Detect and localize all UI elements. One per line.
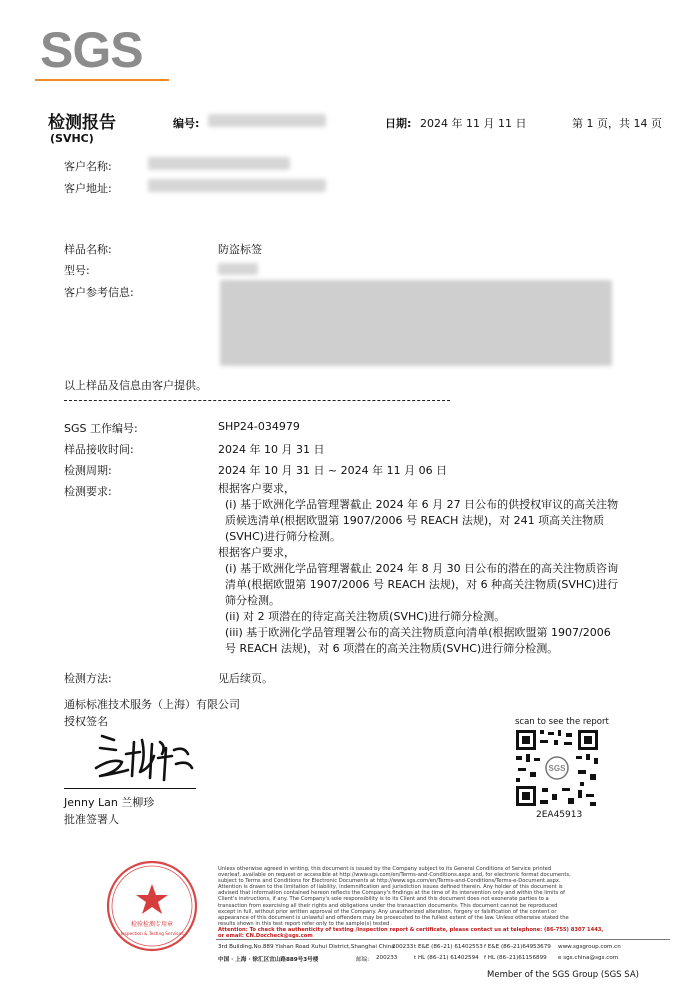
stamp-center-text: 检验检测专用章 <box>130 921 174 928</box>
sample-provided-note: 以上样品及信息由客户提供。 <box>64 379 207 392</box>
address-en-fax: f E&E (86–21)64953679 <box>484 944 551 950</box>
client-address-label: 客户地址: <box>64 182 112 195</box>
disclaimer-line: advised that information contained hereon reflects the Company's findings at the time of its intervention only and within the limits of <box>218 890 565 897</box>
model-label: 型号: <box>64 264 90 277</box>
job-number-label: SGS 工作编号: <box>64 422 138 435</box>
requirement-line: 根据客户要求， <box>218 482 295 495</box>
address-web[interactable]: www.sgsgroup.com.cn <box>558 944 621 950</box>
logo-rule <box>35 79 169 81</box>
address-cn-tel: t HL (86–21) 61402594 <box>414 955 479 961</box>
test-period-label: 检测周期: <box>64 464 112 477</box>
disclaimer-line: except in full, without prior written approval of the Company. Any unauthorized alteration, forgery or falsification of the content or <box>218 908 557 915</box>
test-method-label: 检测方法: <box>64 672 112 685</box>
requirement-line: 号 REACH 法规)，对 6 项潜在的高关注物质(SVHC)进行筛分检测。 <box>218 642 559 655</box>
report-subtitle: (SVHC) <box>50 132 94 145</box>
authorized-signature-label: 授权签名 <box>64 715 108 728</box>
qr-code-number: 2EA45913 <box>536 810 583 820</box>
report-number-redacted <box>208 114 326 127</box>
company-name: 通标标准技术服务（上海）有限公司 <box>64 698 240 711</box>
requirement-line: (i) 基于欧洲化学品管理署截止 2024 年 8 月 30 日公布的潜在的高关注物质咨询 <box>218 562 619 575</box>
client-ref-redacted <box>220 280 612 366</box>
received-label: 样品接收时间: <box>64 443 134 456</box>
requirement-line: 清单(根据欧盟第 1907/2006 号 REACH 法规)，对 6 种高关注物质(SVHC)进行 <box>218 578 619 591</box>
company-stamp <box>104 858 200 954</box>
attention-line: or email: CN.Doccheck@sgs.com <box>218 933 313 940</box>
report-number-label: 编号: <box>173 117 200 130</box>
section-divider <box>64 400 450 401</box>
job-number-value: SHP24-034979 <box>218 420 300 433</box>
address-en-tel: t E&E (86–21) 61402553 <box>414 944 483 950</box>
address-cn-zip-label: 邮编: <box>356 957 370 963</box>
signer-name: Jenny Lan 兰柳珍 <box>64 796 155 809</box>
address-email[interactable]: e sgs.china@sgs.com <box>558 955 619 961</box>
requirement-line: (i) 基于欧洲化学品管理署截止 2024 年 6 月 27 日公布的供授权审议的高关注物 <box>218 498 619 511</box>
date-label: 日期: <box>385 117 412 130</box>
requirement-line: (iii) 基于欧洲化学品管理署公布的高关注物质意向清单(根据欧盟第 1907/2006 <box>218 626 611 639</box>
test-requirement-label: 检测要求: <box>64 485 112 498</box>
qr-caption: scan to see the report <box>515 717 609 727</box>
signature-line <box>64 788 196 789</box>
disclaimer <box>218 866 603 939</box>
disclaimer-line: subject to Terms and Conditions for Electronic Documents at http://www.sgs.com/en/Terms-and-Conditions/Terms-e-Document.aspx. <box>218 878 561 885</box>
requirement-line: 质候选清单(根据欧盟第 1907/2006 号 REACH 法规)，对 241 项高关注物质 <box>218 514 605 527</box>
qr-code <box>514 728 600 808</box>
client-address-redacted <box>148 179 326 192</box>
stamp-sub-text: Inspection & Testing Services <box>120 932 184 937</box>
sample-name-value: 防盗标签 <box>218 243 262 256</box>
address-en: 3rd Building,No.889 Yishan Road Xuhui District,Shanghai China <box>218 944 395 950</box>
requirement-line: 根据客户要求， <box>218 546 295 559</box>
requirement-line: 筛分检测。 <box>218 594 280 607</box>
received-value: 2024 年 10 月 31 日 <box>218 443 325 456</box>
requirement-line: (SVHC)进行筛分检测。 <box>218 530 342 543</box>
footer-rule <box>216 939 670 940</box>
address-en-zip: 200233 <box>392 944 414 950</box>
disclaimer-line: overleaf, available on request or accessible at http://www.sgs.com/en/Terms-and-Conditions.aspx and, for electronic format documents, <box>218 872 571 879</box>
client-ref-label: 客户参考信息: <box>64 286 134 299</box>
qr-logo: SGS <box>548 764 566 773</box>
date-value: 2024 年 11 月 11 日 <box>420 117 527 130</box>
address-cn-zip: 200233 <box>376 955 398 961</box>
sgs-logo <box>40 22 172 78</box>
disclaimer-line: Attention is drawn to the limitation of liability, indemnification and jurisdiction issues defined therein. Any holder of this document is <box>218 884 563 891</box>
requirement-line: (ii) 对 2 项潜在的待定高关注物质(SVHC)进行筛分检测。 <box>218 610 506 623</box>
address-cn: 中国 · 上海 · 徐汇区宜山路889号3号楼 <box>218 957 319 963</box>
address-cn-fax: f HL (86–21)61156899 <box>484 955 547 961</box>
test-method-value: 见后续页。 <box>218 672 273 685</box>
model-redacted <box>218 263 258 275</box>
disclaimer-line: appearance of this document is unlawful and offenders may be prosecuted to the fullest extent of the law. Unless otherwise stated the <box>218 914 569 921</box>
disclaimer-line: Unless otherwise agreed in writing, this document is issued by the Company subject to its General Conditions of Service printed <box>218 866 552 872</box>
sgs-member-note: Member of the SGS Group (SGS SA) <box>487 970 639 980</box>
test-period-value: 2024 年 10 月 31 日 ~ 2024 年 11 月 06 日 <box>218 464 448 477</box>
sgs-logo-text: SGS <box>40 22 143 78</box>
attention-line: Attention: To check the authenticity of testing /inspection report & certificate, please contact us at telephone: (86-755) 8307 1443, <box>218 926 604 933</box>
disclaimer-line: transaction from exercising all their rights and obligations under the transaction documents. This document cannot be reproduced <box>218 902 558 909</box>
report-title: 检测报告 <box>48 113 116 133</box>
client-name-redacted <box>148 157 290 170</box>
page-info: 第 1 页，共 14 页 <box>572 117 662 130</box>
sample-name-label: 样品名称: <box>64 243 112 256</box>
client-name-label: 客户名称: <box>64 160 112 173</box>
disclaimer-line: Client's instructions, if any. The Company's sole responsibility is to its Client and this document does not exonerate parties to a <box>218 896 549 903</box>
disclaimer-line: results shown in this test report refer only to the sample(s) tested . <box>218 920 393 927</box>
signer-title: 批准签署人 <box>64 813 119 826</box>
handwritten-signature <box>92 728 202 788</box>
test-requirements <box>218 481 618 657</box>
